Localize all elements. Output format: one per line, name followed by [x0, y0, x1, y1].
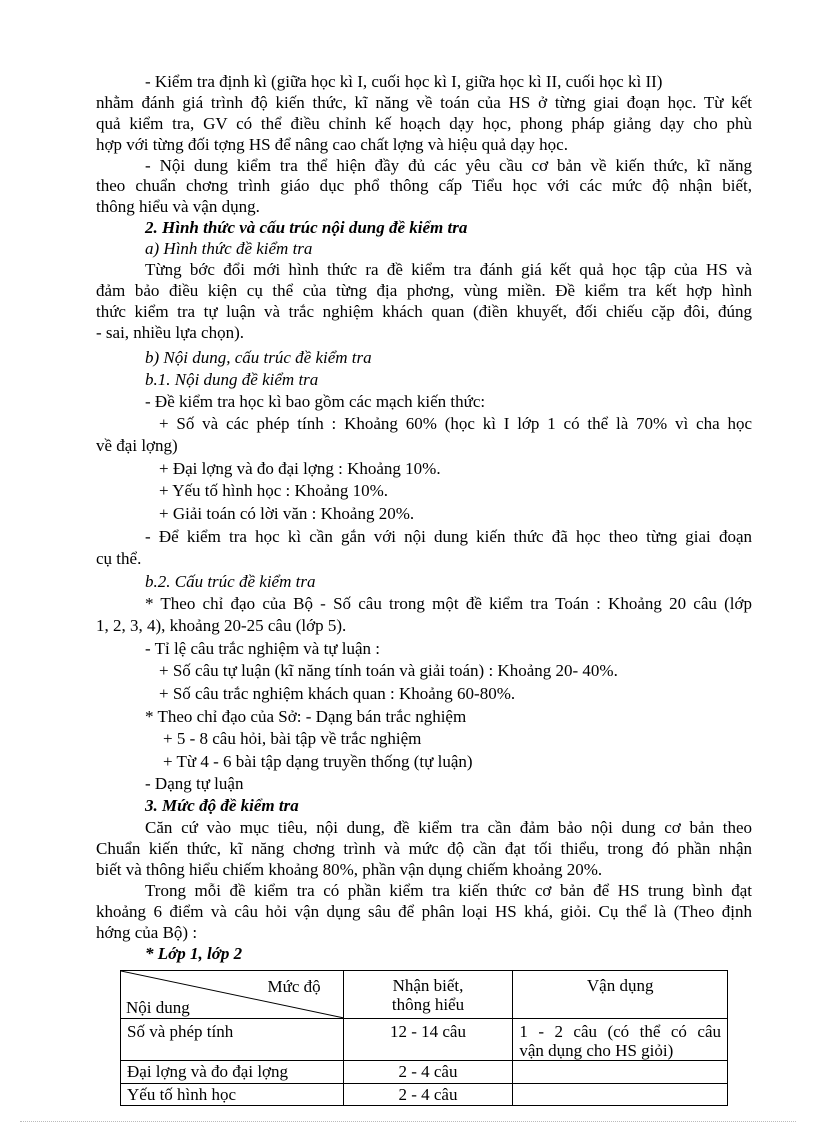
text-line: + Số câu trắc nghiệm khách quan : Khoảng 60-80%. — [159, 684, 516, 703]
table-row — [121, 1019, 728, 1061]
text-line: Chuẩn kiến thức, kĩ năng chơng trình và mức độ cần đạt tối thiểu, trong đó phần nhận — [96, 839, 752, 858]
text-line: về đại lợng) — [96, 436, 178, 455]
section-heading: 2. Hình thức và cấu trúc nội dung đề kiểm tra — [145, 218, 468, 237]
text-line: Trong mỗi đề kiểm tra có phần kiểm tra kiến thức cơ bản để HS trung bình đạt — [145, 881, 752, 900]
table-cell-col3 — [513, 1019, 728, 1061]
text-line: - Đề kiểm tra học kì bao gồm các mạch kiến thức: — [145, 392, 486, 411]
table-row — [121, 1084, 728, 1106]
text-line: + Số câu tự luận (kĩ năng tính toán và giải toán) : Khoảng 20- 40%. — [159, 661, 618, 680]
text-line: Từng bớc đổi mới hình thức ra đề kiểm tra đánh giá kết quả học tập của HS và — [145, 260, 752, 279]
subsection-heading: b.2. Cấu trúc đề kiểm tra — [145, 572, 316, 591]
table-cell-col2: 12 - 14 câu — [343, 1019, 513, 1061]
header-level-label: Mức độ — [267, 977, 321, 996]
page-bottom-divider — [20, 1121, 796, 1122]
subsection-heading: a) Hình thức đề kiểm tra — [145, 239, 313, 258]
text-line: Căn cứ vào mục tiêu, nội dung, đề kiểm tra cần đảm bảo nội dung cơ bản theo — [145, 818, 752, 837]
text-line: * Theo chỉ đạo của Bộ - Số câu trong một đề kiểm tra Toán : Khoảng 20 câu (lớp — [145, 594, 752, 613]
text-line: - Tỉ lệ câu trắc nghiệm và tự luận : — [145, 639, 381, 658]
text-line: - Dạng tự luận — [145, 774, 244, 793]
text-line: thức kiểm tra tự luận và trắc nghiệm khách quan (điền khuyết, đối chiếu cặp đôi, đúng — [96, 302, 752, 321]
table-cell-col2: 2 - 4 câu — [343, 1061, 513, 1084]
header-col2-line: thông hiểu — [391, 995, 465, 1014]
header-content-label: Nội dung — [126, 998, 190, 1017]
level-table — [120, 970, 728, 1106]
subsection-heading: b) Nội dung, cấu trúc đề kiểm tra — [145, 348, 372, 367]
text-line: cụ thể. — [96, 549, 142, 568]
table-cell-content: Đại lợng và đo đại lợng — [121, 1061, 344, 1084]
subsection-heading: * Lớp 1, lớp 2 — [145, 944, 243, 963]
text-line: quả kiểm tra, GV có thể điều chỉnh kế hoạch dạy học, phong pháp giảng dạy cho phù — [96, 114, 752, 133]
table-row — [121, 1061, 728, 1084]
header-col2 — [343, 971, 513, 1019]
text-line: khoảng 6 điểm và câu hỏi vận dụng sâu để phân loại HS khá, giỏi. Cụ thể là (Theo định — [96, 902, 752, 921]
diagonal-header-cell — [121, 971, 344, 1019]
text-line: thông hiểu và vận dụng. — [96, 197, 260, 216]
table-cell-content: Yếu tố hình học — [121, 1084, 344, 1106]
text-line: biết và thông hiểu chiếm khoảng 80%, phần vận dụng chiếm khoảng 20%. — [96, 860, 603, 879]
text-line: nhằm đánh giá trình độ kiến thức, kĩ năng về toán của HS ở từng giai đoạn học. Từ kết — [96, 93, 752, 112]
table-cell-col3 — [513, 1061, 728, 1084]
text-line: * Theo chỉ đạo của Sở: - Dạng bán trắc nghiệm — [145, 707, 467, 726]
text-line: theo chuẩn chơng trình giáo dục phổ thông cấp Tiểu học với các mức độ nhận biết, — [96, 176, 752, 195]
text-line: - Để kiểm tra học kì cần gắn với nội dung kiến thức đã học theo từng giai đoạn — [145, 527, 752, 546]
text-line: - Kiểm tra định kì (giữa học kì I, cuối học kì I, giữa học kì II, cuối học kì II) — [145, 72, 663, 91]
text-line: + Đại lợng và đo đại lợng : Khoảng 10%. — [159, 459, 441, 478]
text-line: - Nội dung kiểm tra thể hiện đầy đủ các yêu cầu cơ bản về kiến thức, kĩ năng — [145, 156, 752, 175]
header-col3: Vận dụng — [513, 971, 728, 1019]
text-line: + Số và các phép tính : Khoảng 60% (học kì I lớp 1 có thể là 70% vì cha học — [159, 414, 752, 433]
subsection-heading: b.1. Nội dung đề kiểm tra — [145, 370, 319, 389]
text-line: 1, 2, 3, 4), khoảng 20-25 câu (lớp 5). — [96, 616, 347, 635]
text-line: - sai, nhiều lựa chọn). — [96, 323, 245, 342]
table-header-row — [121, 971, 728, 1019]
section-heading: 3. Mức độ đề kiểm tra — [145, 796, 299, 815]
table-cell-col2: 2 - 4 câu — [343, 1084, 513, 1106]
table-cell-line: 1 - 2 câu (có thể có câu — [519, 1022, 721, 1041]
text-line: + Yếu tố hình học : Khoảng 10%. — [159, 481, 388, 500]
table-cell-col3 — [513, 1084, 728, 1106]
text-line: + Từ 4 - 6 bài tập dạng truyền thống (tự luận) — [163, 752, 473, 771]
text-line: hợp với từng đối tợng HS để nâng cao chất lợng và hiệu quả dạy học. — [96, 135, 568, 154]
text-line: đảm bảo điều kiện cụ thể của từng địa phơng, vùng miền. Đề kiểm tra kết hợp hình — [96, 281, 752, 300]
text-line: hớng của Bộ) : — [96, 923, 198, 942]
text-line: + Giải toán có lời văn : Khoảng 20%. — [159, 504, 415, 523]
text-line: + 5 - 8 câu hỏi, bài tập về trắc nghiệm — [163, 729, 422, 748]
table-cell-line: vận dụng cho HS giỏi) — [519, 1041, 674, 1060]
header-col2-line: Nhận biết, — [392, 976, 464, 995]
table-cell-content: Số và phép tính — [121, 1019, 344, 1061]
